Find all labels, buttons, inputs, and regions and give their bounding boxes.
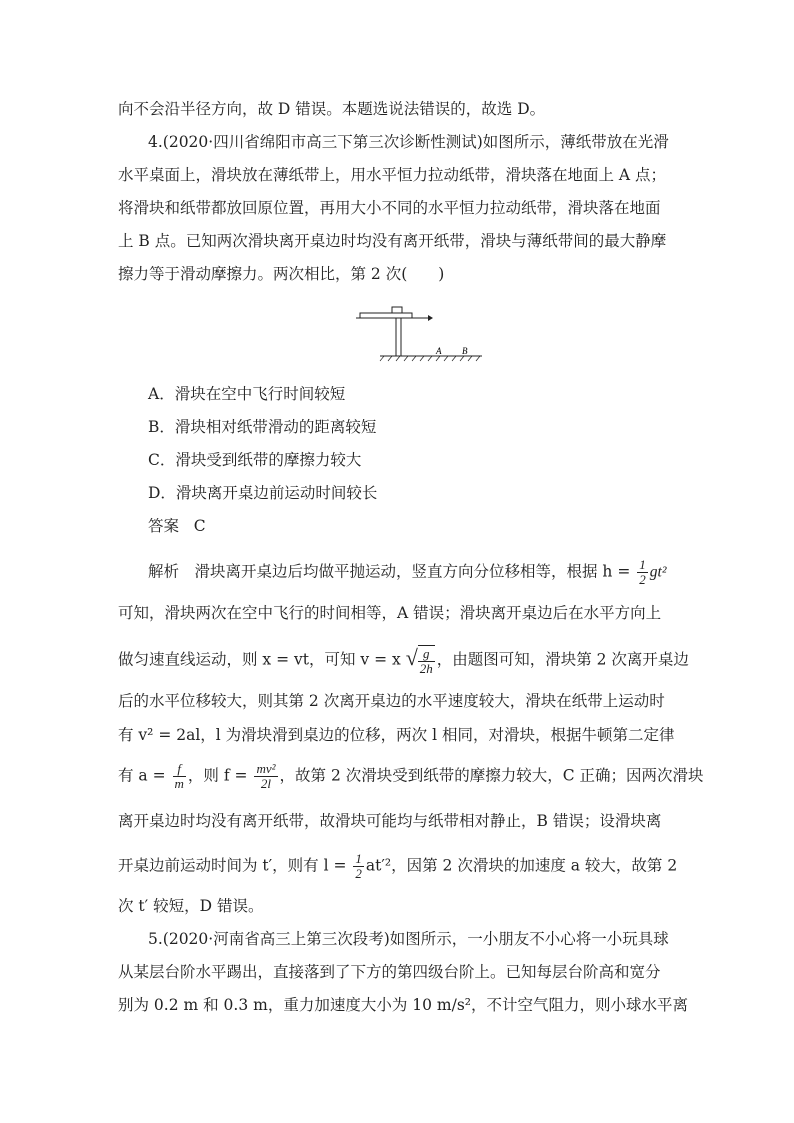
sqrt-expression: √ $\frac{g}{2h}$ — [406, 645, 437, 676]
question-4-line: 4.(2020·四川省绵阳市高三下第三次诊断性测试)如图所示，薄纸带放在光滑 — [148, 133, 669, 151]
solution-text: 做匀速直线运动，则 x = vt，可知 v = x — [118, 650, 401, 669]
point-b-label: B — [462, 346, 468, 356]
solution-line — [118, 645, 689, 676]
solution-text: at′²，因第 2 次滑块的加速度 a 较大，故第 2 — [365, 856, 678, 875]
solution-line — [148, 558, 666, 587]
option-a: A．滑块在空中飞行时间较短 — [148, 385, 346, 403]
question-4-line: 将滑块和纸带都放回原位置，再用大小不同的水平恒力拉动纸带，滑块落在地面 — [118, 199, 661, 217]
solution-text: ，故第 2 次滑块受到纸带的摩擦力较大，C 正确；因两次滑块 — [279, 766, 704, 785]
solution-line — [118, 762, 704, 791]
question-4-line: 上 B 点。已知两次滑块离开桌边时均没有离开纸带，滑块与薄纸带间的最大静摩 — [118, 232, 667, 250]
answer-value: C — [193, 517, 206, 535]
gt2-term: gt² — [649, 563, 667, 581]
f-over-m-fraction: $\frac{f}{m}$ — [174, 761, 184, 791]
ground-hatching — [380, 356, 480, 361]
question-5-line: 从某层台阶水平踢出，直接落到了下方的第四级台阶上。已知每层台阶高和宽分 — [118, 963, 661, 981]
solution-line: 可知，滑块两次在空中飞行的时间相等，A 错误；滑块离开桌边后在水平方向上 — [118, 604, 662, 622]
solution-text: ，由题图可知，滑块第 2 次离开桌边 — [436, 650, 689, 669]
solution-line: 次 t′ 较短，D 错误。 — [118, 897, 264, 915]
solution-line — [118, 852, 677, 881]
answer-row — [148, 515, 206, 537]
point-a-label: A — [436, 346, 442, 356]
table-leg — [396, 318, 401, 356]
slider-block — [392, 307, 402, 313]
solution-text: 有 a = — [118, 766, 166, 785]
half-fraction: $\frac{1}{2}$ — [355, 851, 362, 881]
solution-line: 离开桌边时均没有离开纸带，故滑块可能均与纸带相对静止，B 错误；设滑块离 — [118, 812, 662, 830]
question-5-line: 5.(2020·河南省高三上第三次段考)如图所示，一小朋友不小心将一小玩具球 — [148, 930, 669, 948]
option-c: C．滑块受到纸带的摩擦力较大 — [148, 451, 362, 469]
text-line: 向不会沿半径方向，故 D 错误。本题选说法错误的，故选 D。 — [118, 100, 546, 118]
mv2-over-2l-fraction: $\frac{\text{mv²}}{2l}$ — [256, 761, 276, 791]
table-top — [360, 313, 412, 318]
half-fraction: $\frac{1}{2}$ — [639, 557, 646, 587]
pull-arrow — [428, 315, 433, 321]
solution-text: 开桌边前运动时间为 t′，则有 l = — [118, 856, 347, 875]
answer-label: 答案 — [148, 517, 180, 535]
option-d: D．滑块离开桌边前运动时间较长 — [148, 484, 378, 502]
question-5-line: 别为 0.2 m 和 0.3 m，重力加速度大小为 10 m/s²，不计空气阻力，则小球水平离 — [118, 996, 688, 1014]
solution-line: 有 v² = 2al，l 为滑块滑到桌边的位移，两次 l 相同，对滑块，根据牛顿第二定律 — [118, 726, 675, 744]
question-4-line: 擦力等于滑动摩擦力。两次相比，第 2 次( ) — [118, 265, 445, 283]
solution-text: ，则 f = — [187, 766, 248, 785]
question-4-line: 水平桌面上，滑块放在薄纸带上，用水平恒力拉动纸带，滑块落在地面上 A 点； — [118, 166, 667, 184]
solution-text: 解析 滑块离开桌边后均做平抛运动，竖直方向分位移相等，根据 h = — [148, 562, 631, 581]
solution-line: 后的水平位移较大，则其第 2 次离开桌边的水平速度较大，滑块在纸带上运动时 — [118, 692, 665, 710]
table-slider-figure — [356, 304, 486, 364]
option-b: B．滑块相对纸带滑动的距离较短 — [148, 418, 377, 436]
